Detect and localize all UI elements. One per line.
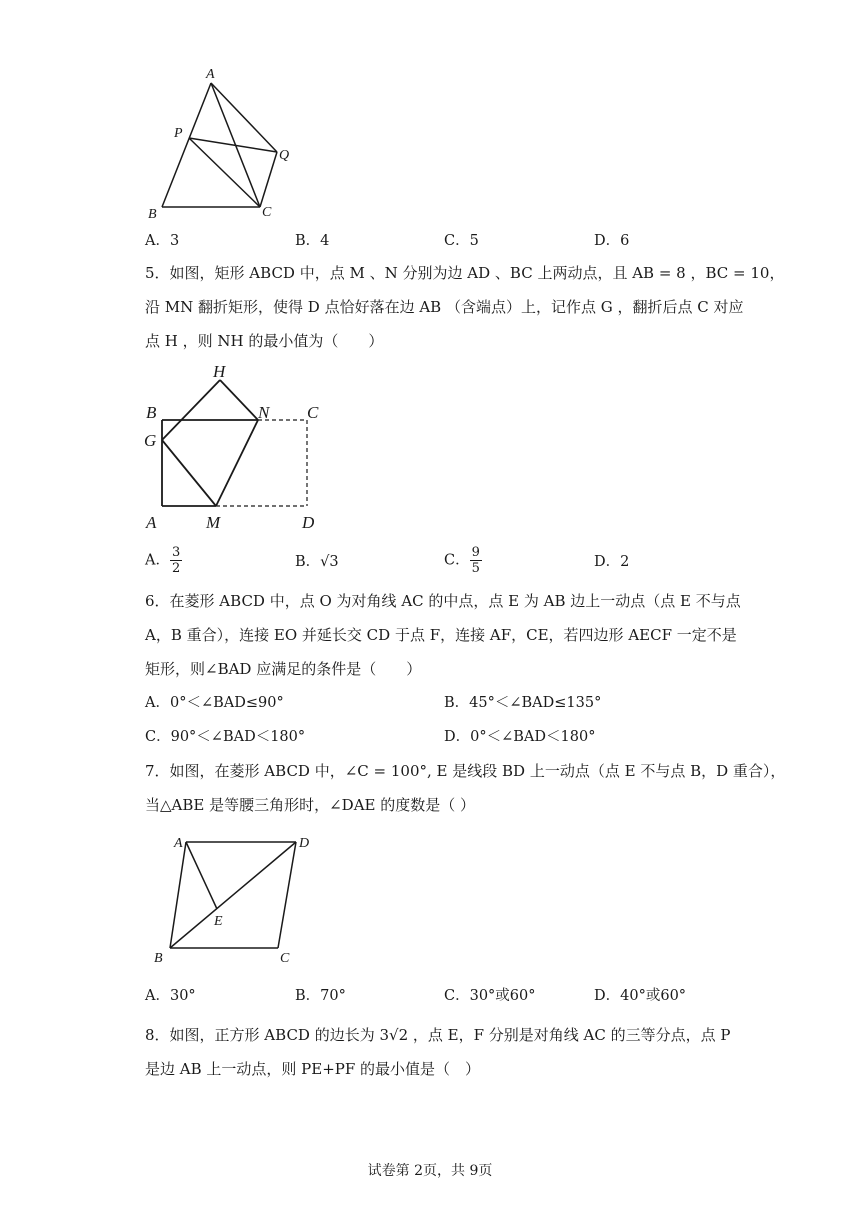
q5-figure: [140, 360, 340, 535]
q6-option-c[interactable]: [145, 727, 305, 747]
q5-stem-line1: 5．如图，矩形 ABCD 中，点 M 、N 分别为边 AD 、BC 上两动点，且 AB = 8 ，BC = 10，: [145, 264, 785, 282]
option-key: B．: [444, 695, 470, 711]
q4-figure: [140, 64, 300, 224]
q6-stem-line2: A，B 重合），连接 EO 并延长交 CD 于点 F，连接 AF，CE，若四边形 AECF 一定不是: [145, 626, 737, 644]
q5-option-c[interactable]: [444, 545, 482, 576]
option-value: 0°＜∠BAD＜180°: [470, 729, 596, 745]
option-key: D．: [444, 729, 471, 745]
denominator: 2: [171, 561, 181, 576]
q5-stem-line3: 点 H ，则 NH 的最小值为（ ）: [145, 332, 384, 350]
q4-option-b[interactable]: [295, 231, 329, 251]
option-key: C．: [145, 729, 171, 745]
q5-option-b[interactable]: [295, 552, 339, 572]
q6-option-b[interactable]: [444, 693, 601, 713]
option-value: 30°: [169, 988, 196, 1004]
option-value: 90°＜∠BAD＜180°: [170, 729, 306, 745]
option-value: 40°或60°: [620, 988, 687, 1004]
q5-label-B: B: [146, 403, 157, 422]
q5-label-D: D: [302, 513, 315, 532]
option-key: C．: [444, 233, 470, 249]
q4-label-A: A: [206, 67, 215, 82]
q5-label-A: A: [146, 513, 157, 532]
option-key: A．: [145, 233, 170, 249]
q7-option-a[interactable]: [145, 986, 196, 1006]
option-value: 2: [620, 554, 630, 570]
q6-option-d[interactable]: [444, 727, 595, 747]
q6-stem-line3: 矩形，则∠BAD 应满足的条件是（ ）: [145, 660, 422, 678]
option-key: A．: [145, 695, 170, 711]
q7-label-E: E: [214, 914, 223, 929]
q5-label-N: N: [258, 403, 270, 422]
option-key: C．: [444, 552, 470, 569]
q7-stem-line1: 7．如图，在菱形 ABCD 中，∠C = 100°, E 是线段 BD 上一动点（点 E 不与点 B，D 重合），: [145, 762, 786, 780]
option-value: 45°＜∠BAD≤135°: [469, 695, 602, 711]
fraction: [470, 545, 482, 576]
option-key: B．: [295, 988, 321, 1004]
option-value: 70°: [320, 988, 346, 1004]
option-value: 30°或60°: [469, 988, 536, 1004]
q7-label-D: D: [299, 836, 310, 851]
q7-label-A: A: [174, 836, 183, 851]
q6-stem-line1: 6．在菱形 ABCD 中，点 O 为对角线 AC 的中点，点 E 为 AB 边上一动点（点 E 不与点: [145, 592, 741, 610]
q5-option-a[interactable]: [145, 545, 182, 576]
option-value: 6: [620, 233, 630, 249]
q4-label-B: B: [148, 207, 157, 222]
option-value: 0°＜∠BAD≤90°: [169, 695, 284, 711]
numerator: 9: [471, 545, 480, 560]
q7-option-c[interactable]: [444, 986, 536, 1006]
numerator: 3: [171, 545, 181, 560]
option-key: D．: [594, 554, 621, 570]
q4-option-c[interactable]: [444, 231, 479, 251]
page-footer: 试卷第 2页，共 9页: [367, 1163, 493, 1179]
option-value: 4: [320, 233, 330, 249]
q4-label-P: P: [174, 126, 183, 141]
q4-label-C: C: [262, 205, 272, 220]
q4-option-a[interactable]: [145, 231, 179, 251]
q5-stem-line2: 沿 MN 翻折矩形，使得 D 点恰好落在边 AB （含端点）上，记作点 G ，翻折后点 C 对应: [145, 298, 744, 316]
denominator: 5: [471, 561, 480, 576]
option-key: A．: [145, 988, 170, 1004]
q5-label-C: C: [307, 403, 319, 422]
q4-option-d[interactable]: [594, 231, 629, 251]
option-value: 5: [469, 233, 479, 249]
q5-label-H: H: [213, 362, 226, 381]
q7-option-d[interactable]: [594, 986, 686, 1006]
q5-option-d[interactable]: [594, 552, 629, 572]
q8-stem-line1: 8．如图，正方形 ABCD 的边长为 3√2 ，点 E，F 分别是对角线 AC 的三等分点，点 P: [145, 1026, 731, 1044]
q4-label-Q: Q: [279, 148, 290, 163]
q6-option-a[interactable]: [145, 693, 284, 713]
q5-label-M: M: [206, 513, 221, 532]
q7-label-C: C: [280, 951, 290, 966]
option-value: 3: [169, 233, 180, 249]
q7-option-b[interactable]: [295, 986, 346, 1006]
option-key: A．: [145, 552, 170, 569]
option-value: √3: [320, 554, 339, 570]
option-key: D．: [594, 988, 621, 1004]
fraction: [170, 545, 182, 576]
option-key: B．: [295, 554, 321, 570]
option-key: B．: [295, 233, 321, 249]
q7-stem-line2: 当△ABE 是等腰三角形时，∠DAE 的度数是（ ）: [145, 796, 476, 814]
q7-figure: [140, 826, 330, 976]
q5-label-G: G: [144, 431, 157, 450]
option-key: D．: [594, 233, 621, 249]
q8-stem-line2: 是边 AB 上一动点，则 PE+PF 的最小值是（ ）: [145, 1060, 481, 1078]
q7-label-B: B: [154, 951, 163, 966]
option-key: C．: [444, 988, 470, 1004]
